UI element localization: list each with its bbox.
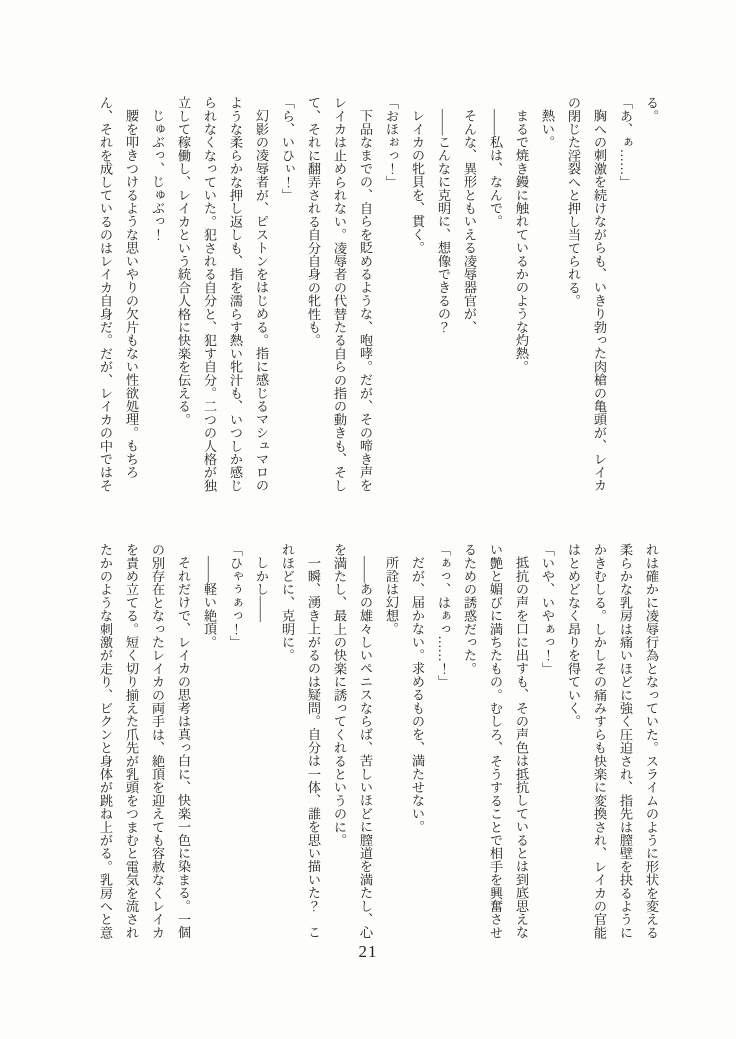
text-line: かきむしる。しかしその痛みすらも快楽に変換され、レイカの官能 [592, 543, 607, 939]
text-line: い艶と媚びに満ちたもの。むしろ、そうすることで相手を興奮させ [488, 543, 503, 939]
text-line: 幻影の凌辱者が、ピストンをはじめる。指に感じるマシュマロの [254, 109, 269, 492]
text-line: 「あ、ぁ……」 [618, 96, 633, 189]
text-line: 「いや、いやぁっ！」 [540, 543, 555, 675]
text-line: しかし―― [254, 556, 269, 623]
text-line: 抵抗の声を口に出すも、その声色は抵抗しているとは到底思えな [514, 556, 529, 939]
text-line: るための誘惑だった。 [462, 543, 477, 675]
text-line: 熱い。 [540, 109, 555, 149]
text-line: て、それに翻弄される自分自身の牝性も。 [306, 96, 321, 347]
text-line: たかのような刺激が走り、ビクンと身体が跳ね上がる。乳房へと意 [98, 543, 113, 939]
text-line: はとめどなく昂りを得ていく。 [566, 543, 581, 728]
text-line: を満たし、最上の快楽に誘ってくれるというのに。 [332, 543, 347, 847]
text-line: 一瞬、湧き上がるのは疑問。自分は一体、誰を思い描いた？ こ [306, 556, 321, 939]
text-line: じゅぶっ、じゅぶっ！ [150, 109, 165, 242]
text-line: 「ひゃぅぁっ！」 [228, 543, 243, 649]
text-line: る。 [644, 96, 659, 123]
text-line: を責め立てる。短く切り揃えた爪先が乳頭をつまむと電気を流され [124, 543, 139, 939]
text-line: の閉じた淫裂へと押し当てられる。 [566, 96, 581, 308]
text-line: そんな、異形ともいえる凌辱器官が、 [462, 109, 477, 334]
text-line: の別存在となったレイカの両手は、絶頂を迎えても容赦なくレイカ [150, 543, 165, 939]
text-line: まるで焼き鏝に触れているかのような灼熱。 [514, 109, 529, 374]
text-line: だが、届かない。求めるものを、満たせない。 [410, 556, 425, 834]
text-line: 所詮は幻想。 [384, 556, 399, 636]
text-line: ――あの雄々しいペニスならば、苦しいほどに膣道を満たし、心 [358, 556, 373, 939]
text-line: 「ら、いひぃ！」 [280, 96, 295, 202]
text-line: 腰を叩きつけるような思いやりの欠片もない性欲処理。もちろ [124, 109, 139, 479]
page-number: 21 [358, 942, 378, 961]
text-line: ――軽い絶頂。 [202, 556, 217, 649]
text-line: 立して稼働し、レイカという統合人格に快楽を伝える。 [176, 96, 191, 426]
text-line: それだけで、レイカの思考は真っ白に、快楽一色に染まる。一個 [176, 556, 191, 939]
text-line: レイカの牝貝を、貫く。 [410, 109, 425, 255]
text-line: 「ぁっ、はぁっ……！」 [436, 543, 451, 689]
text-line: ん、それを成しているのはレイカ自身だ。だが、レイカの中ではそ [98, 96, 113, 492]
text-block-upper [92, 96, 664, 496]
text-block-lower [92, 543, 664, 943]
text-line: ような柔らかな押し返しも、指を濡らす熱い牝汁も、いつしか感じ [228, 96, 243, 492]
text-line: れは確かに凌辱行為となっていた。スライムのように形状を変える [644, 543, 659, 939]
text-line: ――こんなに克明に、想像できるの？ [436, 109, 451, 334]
text-line: ――私は、なんで。 [488, 109, 503, 228]
text-line: れほどに、克明に。 [280, 543, 295, 662]
text-line: 「おほぉっ！」 [384, 96, 399, 189]
text-line: られなくなっていた。犯される自分と、犯す自分。二つの人格が独 [202, 96, 217, 492]
text-line: 柔らかな乳房は痛いほどに強く圧迫され、指先は膣壁を抉るように [618, 543, 633, 939]
text-line: 下品なまでの、自らを貶めるような、咆哮。だが、その啼き声を [358, 109, 373, 492]
text-line: 胸への刺激を続けながらも、いきり勃った肉槍の亀頭が、レイカ [592, 109, 607, 492]
text-line: レイカは止められない。凌辱者の代替たる自らの指の動きも、そし [332, 96, 347, 492]
